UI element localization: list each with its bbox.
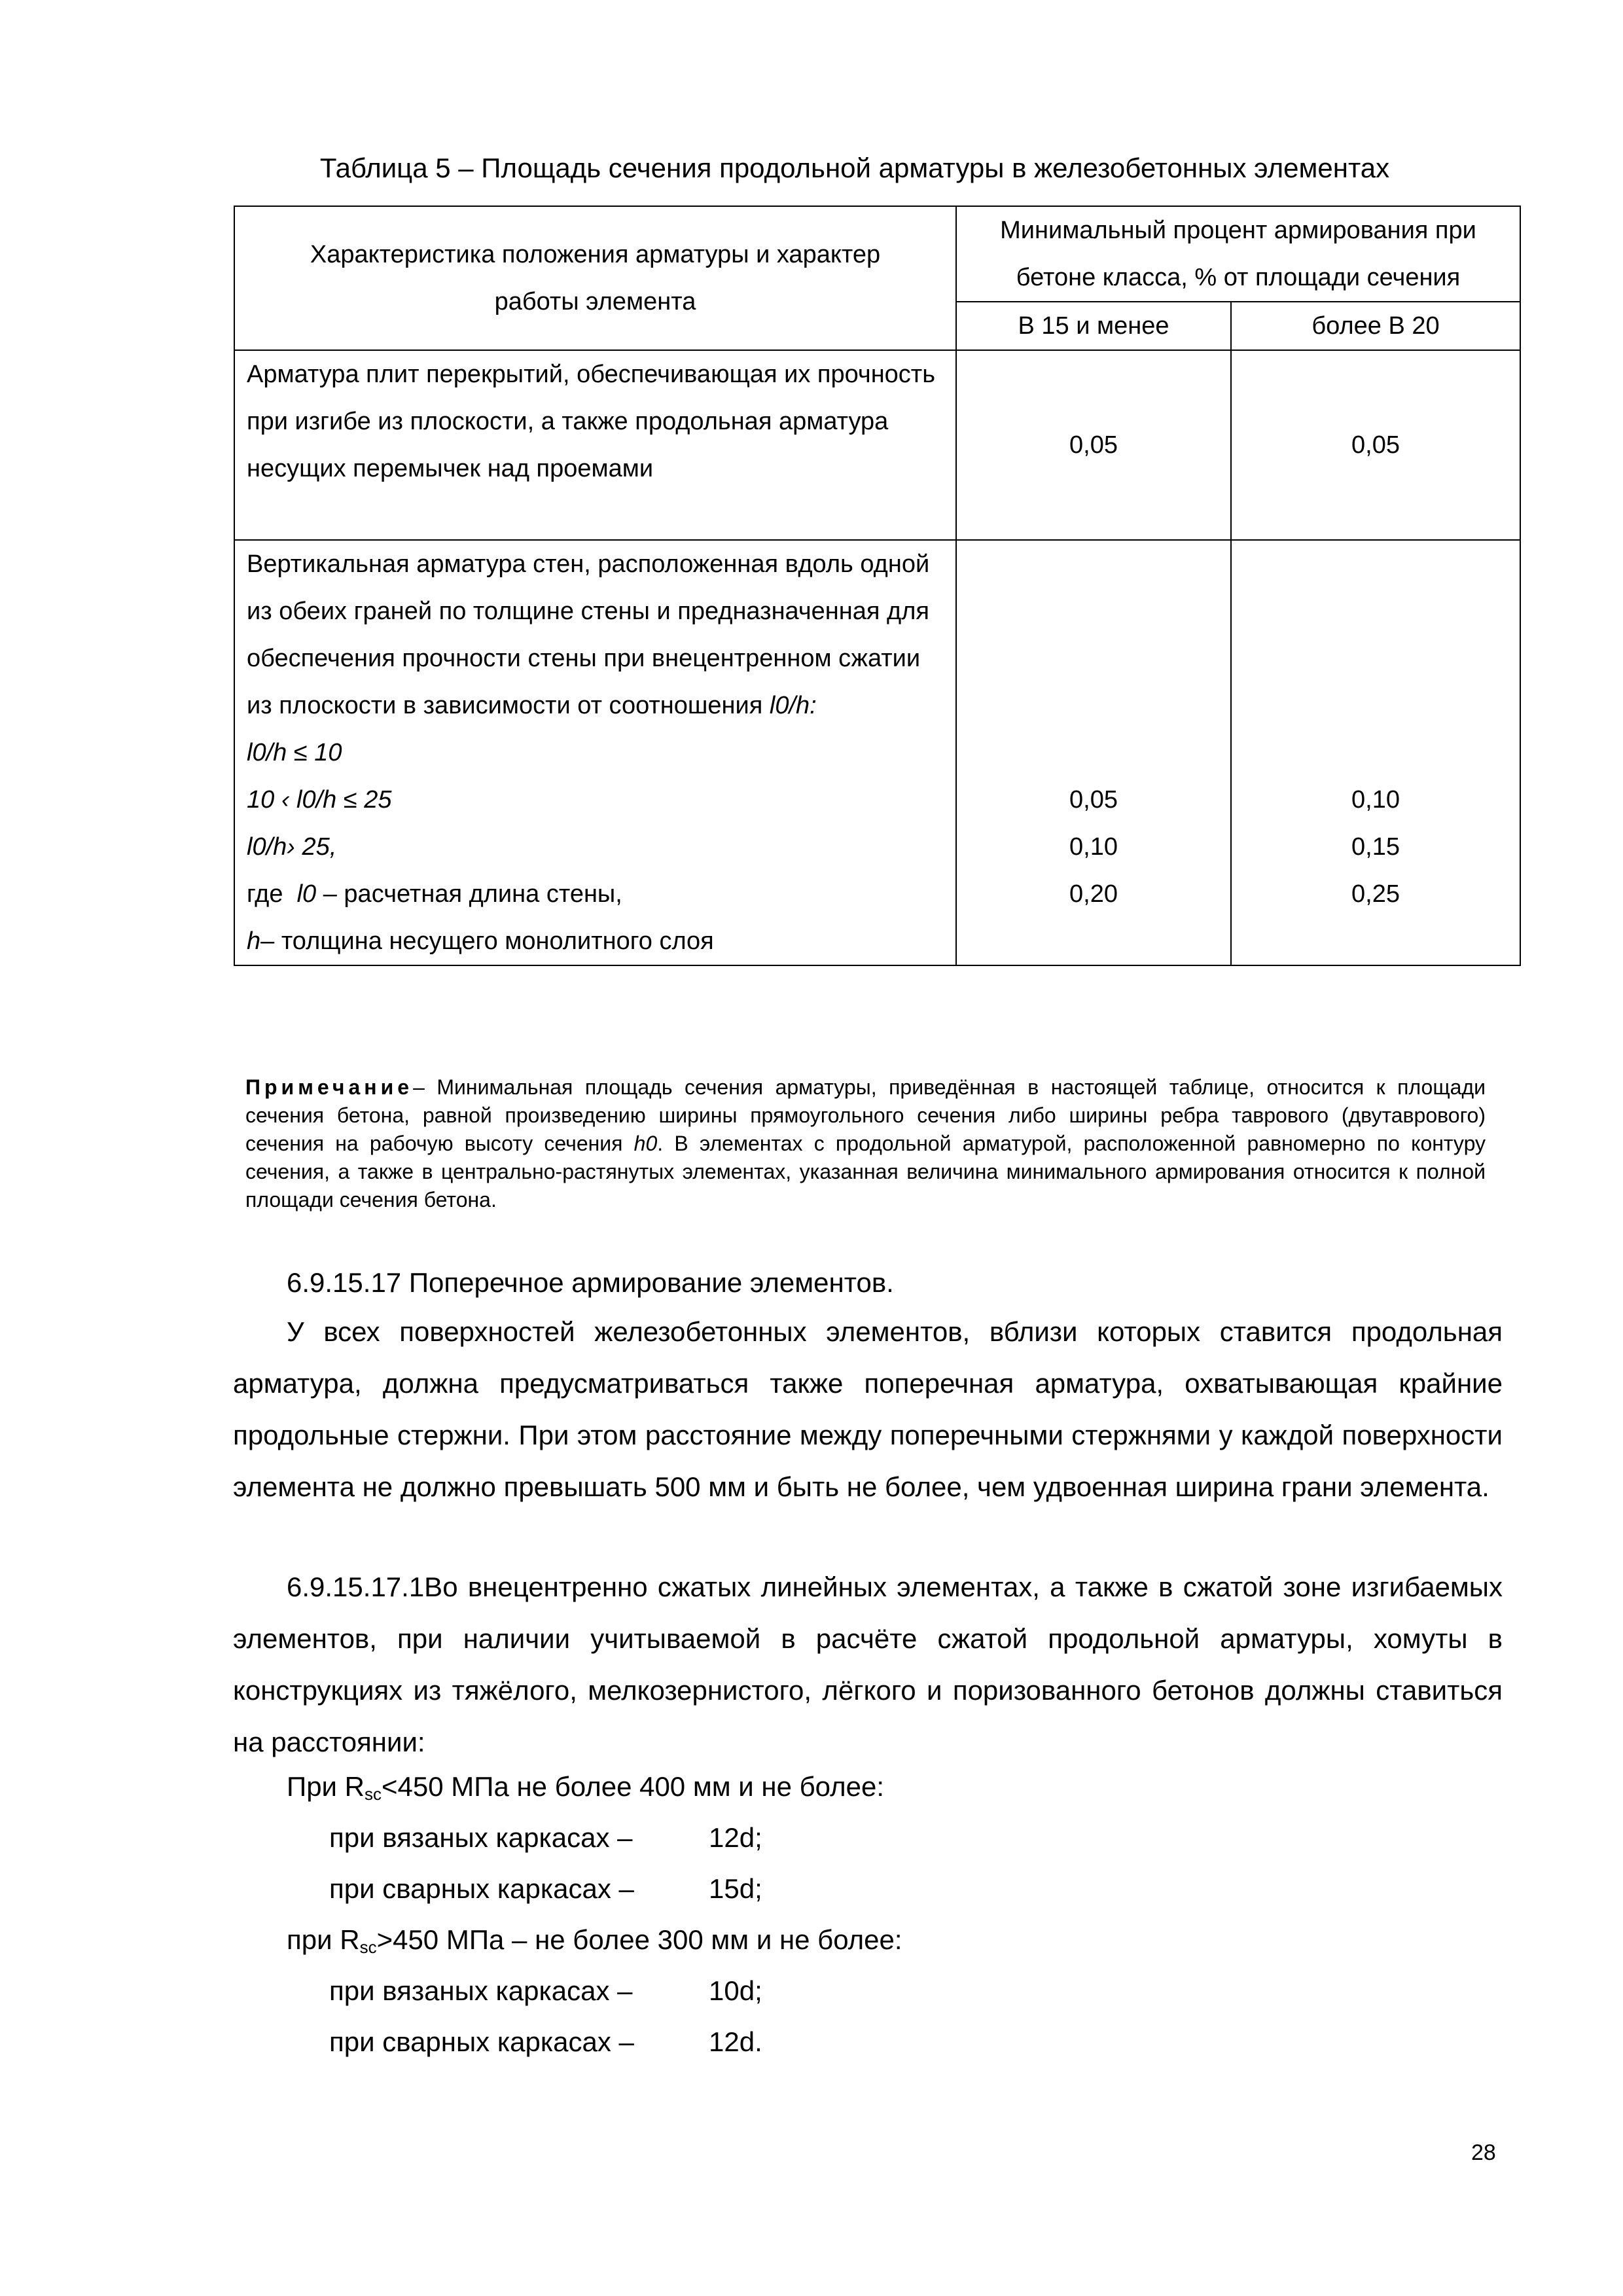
page-number: 28 bbox=[1471, 2140, 1496, 2165]
section-title: 6.9.15.17 Поперечное армирование элементов. bbox=[287, 1267, 894, 1298]
paragraph-2: 6.9.15.17.1Во внецентренно сжатых линейных элементах, а также в сжатой зоне изгибаемых элементов, при наличии учитываемой в расчёте сжатой продольной арматуры, хомуты в конструкциях из тяжёлого, мелкозернистого, лёгкого и поризованного бетонов должны ставиться на расстоянии: bbox=[233, 1571, 1503, 1757]
row2-values-b15 bbox=[956, 540, 1231, 965]
note-text-b: . В элементах с продольной арматурой, расположенной равномерно по контуру сечения, а также в центрально-растянутых элементах, указанная величина минимального армирования относится к полной площади сечения бетона. bbox=[245, 1132, 1486, 1211]
condition-b-item-1-label: при вязаных каркасах – bbox=[329, 1975, 633, 2006]
paragraph-1: У всех поверхностей железобетонных элементов, вблизи которых ставится продольная арматура, должна предусматриваться также поперечная арматура, охватывающая крайние продольные стержни. При этом расстояние между поперечными стержнями у каждой поверхности элемента не должно превышать 500 мм и быть не более, чем удвоенная ширина грани элемента. bbox=[233, 1316, 1503, 1502]
col-header-min-percent: Минимальный процент армирования при бетоне класса, % от площади сечения bbox=[956, 206, 1520, 302]
table-row bbox=[234, 350, 1520, 540]
condition-a-item-1-value: 12d; bbox=[709, 1822, 762, 1853]
note-h0: h0 bbox=[633, 1132, 658, 1155]
row2-where-line: где l0 – расчетная длина стены, bbox=[247, 880, 622, 908]
col-header-characteristic: Характеристика положения арматуры и характер работы элемента bbox=[234, 206, 956, 350]
sub-header-b15: В 15 и менее bbox=[956, 302, 1231, 350]
table-row bbox=[234, 540, 1520, 965]
row1-value-b20: 0,05 bbox=[1231, 350, 1520, 540]
row2-cond-2: 10 ‹ l0/h ≤ 25 bbox=[247, 786, 392, 814]
condition-a-item-2-value: 15d; bbox=[709, 1873, 762, 1904]
condition-a: При $R_{sc}<450$ МПа не более 400 мм и не более: bbox=[287, 1771, 884, 1804]
row2-value-b15-1: 0,05 bbox=[1069, 786, 1118, 814]
row1-text: Арматура плит перекрытий, обеспечивающая их прочность при изгибе из плоскости, а также продольная арматура несущих перемычек над проемами bbox=[234, 350, 956, 540]
row2-text bbox=[234, 540, 956, 965]
row2-value-b20-2: 0,15 bbox=[1351, 833, 1400, 861]
condition-b-item-2-value: 12d. bbox=[709, 2026, 762, 2057]
row2-ratio: l0/h: bbox=[769, 692, 817, 719]
condition-b-item-1-value: 10d; bbox=[709, 1975, 762, 2006]
table-caption: Таблица 5 – Площадь сечения продольной арматуры в железобетонных элементах bbox=[319, 152, 1390, 183]
row2-value-b20-1: 0,10 bbox=[1351, 786, 1400, 814]
row2-value-b20-3: 0,25 bbox=[1351, 880, 1400, 908]
table-note: Примечание– Минимальная площадь сечения арматуры, приведённая в настоящей таблице, относится к площади сечения бетона, равной произведению ширины прямоугольного сечения либо ширины ребра таврового (двутаврового) сечения на рабочую высоту сечения h0. В элементах с продольной арматурой, расположенной равномерно по контуру сечения, а также в центрально-растянутых элементах, указанная величина минимального армирования относится к полной площади сечения бетона. bbox=[245, 1075, 1486, 1211]
row2-cond-1: l0/h ≤ 10 bbox=[247, 739, 342, 766]
row2-value-b15-3: 0,20 bbox=[1069, 880, 1118, 908]
row1-value-b15: 0,05 bbox=[956, 350, 1231, 540]
reinforcement-table bbox=[234, 206, 1521, 966]
condition-a-item-1-label: при вязаных каркасах – bbox=[329, 1822, 633, 1853]
table-header-row bbox=[234, 206, 1520, 302]
sub-header-b20: более В 20 bbox=[1231, 302, 1520, 350]
row2-values-b20 bbox=[1231, 540, 1520, 965]
condition-b: при $R_{sc}>450$ МПа – не более 300 мм и не более: bbox=[287, 1924, 902, 1957]
row2-cond-3: l0/h› 25, bbox=[247, 833, 337, 861]
condition-b-item-2-label: при сварных каркасах – bbox=[329, 2026, 634, 2057]
note-text-a: Минимальная площадь сечения арматуры, приведённая в настоящей таблице, относится к площади сечения бетона, равной произведению ширины прямоугольного сечения либо ширины ребра таврового (двутаврового) сечения на рабочую высоту сечения bbox=[245, 1075, 1486, 1155]
note-label: Примечание bbox=[245, 1075, 414, 1099]
row2-description: Вертикальная арматура стен, расположенная вдоль одной из обеих граней по толщине стены и предназначенная для обеспечения прочности стены при внецентренном сжатии из плоскости в зависимости от соотношения bbox=[247, 550, 930, 719]
condition-a-item-2-label: при сварных каркасах – bbox=[329, 1873, 634, 1904]
row2-value-b15-2: 0,10 bbox=[1069, 833, 1118, 861]
row2-h-line: h– толщина несущего монолитного слоя bbox=[247, 927, 714, 955]
